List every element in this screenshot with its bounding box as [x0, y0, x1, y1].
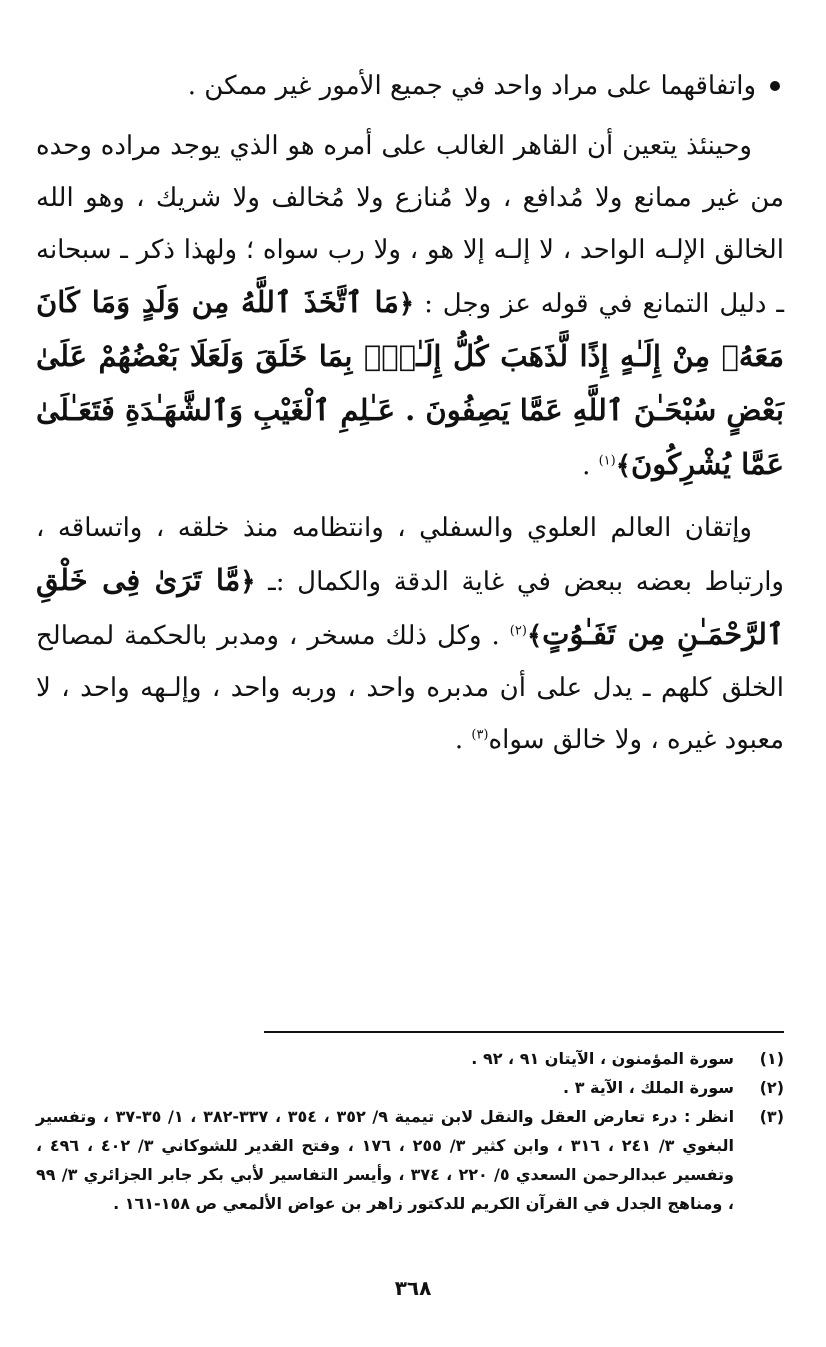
footnote-ref-1: (١) — [598, 453, 616, 469]
quran-verse-1: مَا ٱتَّخَذَ ٱللَّهُ مِن وَلَدٍ وَمَا كَانَ مَعَهُۥ مِنْ إِلَـٰهٍ إِذًا لَّذَهَبَ كُلُّ إِلَـٰهِۭ بِمَا خَلَقَ وَلَعَلَا بَعْضُهُمْ عَلَىٰ بَعْضٍ سُبْحَـٰنَ ٱللَّهِ عَمَّا يَصِفُونَ . عَـٰلِمِ ٱلْغَيْبِ وَٱلشَّهَـٰدَةِ فَتَعَـٰلَىٰ عَمَّا يُشْرِكُونَ — [36, 285, 784, 481]
paragraph-2-rest: . وكل ذلك مسخر ، ومدبر بالحكمة لمصالح الخلق كلهم ـ يدل على أن مدبره واحد ، وربه واحد ، وإلـهه واحد ، لا معبود غيره ، ولا خالق سواه — [36, 621, 784, 755]
footnote-separator — [264, 1031, 784, 1033]
quran-verse-2: مَّا تَرَىٰ فِى خَلْقِ ٱلرَّحْمَـٰنِ مِن تَفَـٰوُتٍ — [36, 563, 785, 651]
footnote-item — [36, 1102, 784, 1218]
footnote-text: سورة المؤمنون ، الآيتان ٩١ ، ٩٢ . — [471, 1049, 734, 1068]
paragraph-1 — [36, 120, 784, 492]
bullet-dot-icon — [770, 81, 780, 91]
paragraph-1-end: . — [582, 451, 599, 481]
footnote-ref-3: (٣) — [471, 727, 489, 743]
footnote-text: انظر : درء تعارض العقل والنقل لابن تيمية ٩/ ٣٥٢ ، ٣٥٤ ، ٣٣٧-٣٨٢ ، ١/ ٣٥-٣٧ ، وتفسير البغوي ٣/ ٢٤١ ، ٣١٦ ، وابن كثير ٣/ ٢٥٥ ، ١٧٦ ، وفتح القدير للشوكاني ٣/ ٤٠٢ ، ٤٩٦ ، وتفسير عبدالرحمن السعدي ٥/ ٢٢٠ ، ٣٧٤ ، وأيسر التفاسير لأبي بكر جابر الجزائري ٣/ ٩٩ ، ومناهج الجدل في القرآن الكريم للدكتور زاهر بن عواض الألمعي ص ١٥٨-١٦١ . — [36, 1107, 735, 1213]
quran-close-bracket: ﴾ — [526, 621, 543, 651]
footnote-ref-2: (٢) — [509, 623, 527, 639]
main-text — [36, 60, 784, 766]
footnote-item — [36, 1044, 784, 1073]
bullet-text: واتفاقهما على مراد واحد في جميع الأمور غير ممكن . — [187, 71, 756, 101]
paragraph-2 — [36, 502, 784, 766]
page-number: ٣٦٨ — [394, 1276, 432, 1300]
paragraph-2-intro: وإتقان العالم العلوي والسفلي ، وانتظامه منذ خلقه ، واتساقه ، وارتباط بعضه ببعض في غاية الدقة والكمال :ـ — [36, 513, 784, 597]
footnote-item — [36, 1073, 784, 1102]
footnote-number: (٣) — [759, 1107, 784, 1126]
footnote-text: سورة الملك ، الآية ٣ . — [563, 1078, 734, 1097]
quran-open-bracket: ﴿ — [398, 289, 415, 319]
footnote-number: (٢) — [759, 1078, 784, 1097]
footnote-number: (١) — [759, 1049, 784, 1068]
paragraph-2-end: . — [454, 725, 472, 755]
paragraph-1-intro: وحينئذ يتعين أن القاهر الغالب على أمره هو الذي يوجد مراده وحده من غير ممانع ولا مُدافع ، ولا مُنازع ولا مُخالف ولا شريك ، وهو الله الخالق الإلـه الواحد ، لا إلـه إلا هو ، ولا رب سواه ؛ ولهذا ذكر ـ سبحانه ـ دليل التمانع في قوله عز وجل : — [36, 131, 785, 319]
quran-close-bracket: ﴾ — [615, 451, 631, 481]
bullet-item — [36, 60, 784, 112]
footnotes — [36, 1044, 784, 1218]
quran-open-bracket: ﴿ — [240, 567, 256, 597]
